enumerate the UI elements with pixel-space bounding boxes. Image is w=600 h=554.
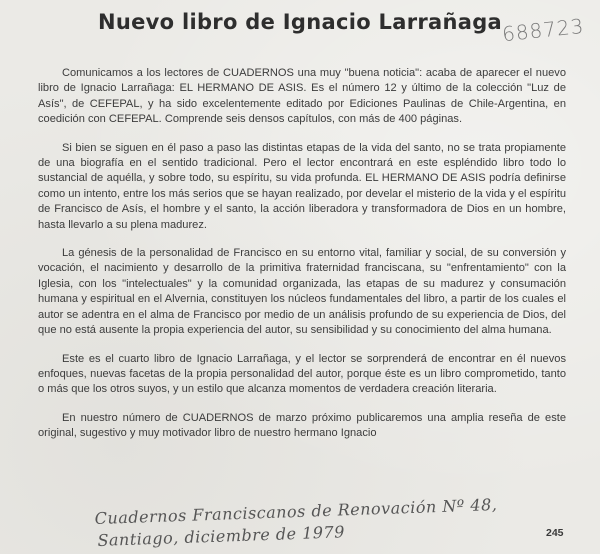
article-body — [38, 66, 566, 455]
paragraph-review-notice: En nuestro número de CUADERNOS de marzo próximo publicaremos una amplia reseña de este original, sugestivo y muy motivador libro de nuestro hermano Ignacio — [38, 411, 566, 440]
paragraph-fourth-book: Este es el cuarto libro de Ignacio Larrañaga, y el lector se sorprenderá de encontrar en él nuevos enfoques, nuevas facetas de la propia personalidad del autor, porque éste es un libro comprometido, tanto o más que los otros suyos, y un estilo que alcanza momentos de verdadera creación literaria. — [38, 352, 566, 396]
handwritten-citation — [94, 492, 555, 552]
page-number: 245 — [546, 527, 564, 539]
article-title: Nuevo libro de Ignacio Larrañaga — [97, 10, 503, 34]
paragraph-announcement: Comunicamos a los lectores de CUADERNOS una muy "buena noticia": acaba de aparecer el nuevo libro de Ignacio Larrañaga: EL HERMANO DE ASIS. Es el número 12 y último de la colección "Luz de Asís", de CEFEPAL, y ha sido excelentemente editado por Ediciones Paulinas de Chile-Argentina, en coedición con CEFEPAL. Comprende seis densos capítulos, con más de 400 páginas. — [38, 67, 566, 126]
handwritten-catalog-mark: 688723 — [500, 13, 586, 47]
citation-source: Cuadernos Franciscanos de Renovación Nº 48, — [94, 494, 498, 529]
paragraph-genesis: La génesis de la personalidad de Francisco en su entorno vital, familiar y social, de su conversión y vocación, el nacimiento y desarrollo de la primitiva fraternidad franciscana, su "enfrentamiento" con la Iglesia, con los "intelectuales" y la comunidad organizada, las etapas de su madurez y consumación humana y espiritual en el Alvernia, constituyen los núcleos fundamentales del libro, a partir de los cuales el autor se adentra en el alma de Francisco por medio de un análisis profundo de su experiencia de Dios, del que no está ausente la propia experiencia del autor, su sensibilidad y su conocimiento del alma humana. — [38, 247, 566, 337]
citation-place-date: Santiago, diciembre de 1979 — [97, 522, 346, 550]
paragraph-biography: Si bien se siguen en él paso a paso las distintas etapas de la vida del santo, no se trata propiamente de una biografía en el sentido tradicional. Pero el lector encontrará en este espléndido libro todo lo sustancial de aquélla, y sobre todo, su espíritu, su vida profunda. EL HERMANO DE ASIS podría definirse como un intento, entre los más serios que se hayan realizado, por develar el misterio de la vida y el espíritu de Francisco de Asís, el hombre y el santo, la acción liberadora y transformadora de Dios en un hombre, hasta llevarlo a su plena madurez. — [38, 141, 566, 231]
